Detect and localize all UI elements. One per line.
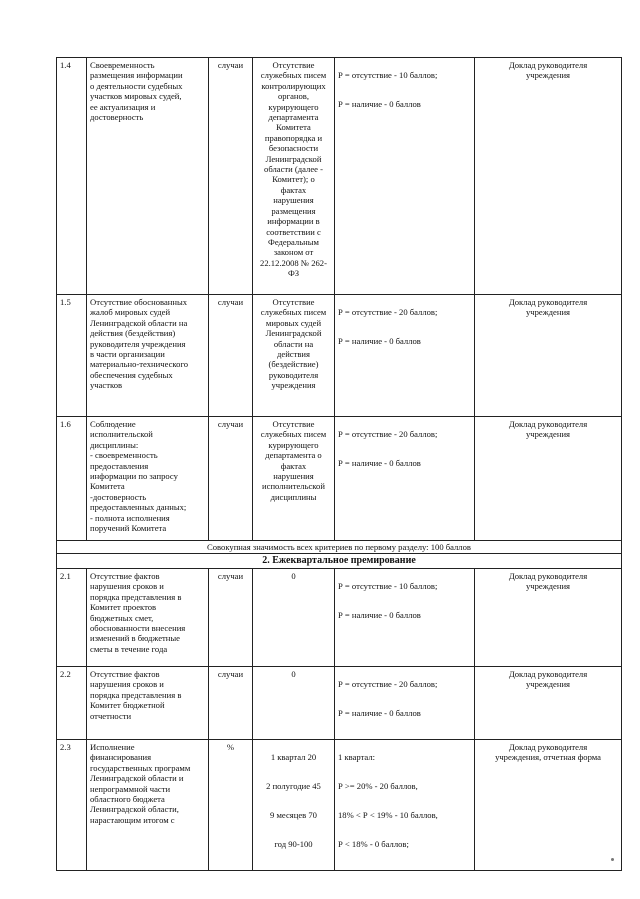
table-row: [57, 740, 622, 871]
score-line: Р = отсутствие - 10 баллов;: [338, 581, 438, 592]
score-cell: [335, 58, 475, 295]
score-cell: [335, 740, 475, 871]
score-cell: [335, 417, 475, 541]
criterion-text: Соблюдение исполнительской дисциплины: - своевременность предоставления информации по запросу Комитета -достоверность предоставленных данных; - полнота исполнения поручений Комитета: [87, 417, 209, 541]
period-line: 9 месяцев 70: [270, 810, 317, 821]
criterion-text: Отсутствие обоснованных жалоб мировых судей Ленинградской области на действия (бездействия) руководителя учреждения в части организации материально-технического обеспечения судебных участков: [87, 295, 209, 417]
table-row: [57, 569, 622, 667]
section-title: 2. Ежеквартальное премирование: [57, 554, 622, 569]
source-cell: Отсутствие служебных писем мировых судей Ленинградской области на действия (бездействие) руководителя учреждения: [253, 295, 335, 417]
row-number: 2.3: [57, 740, 87, 871]
score-line: Р = отсутствие - 20 баллов;: [338, 307, 438, 318]
unit-cell: случаи: [209, 569, 253, 667]
section-total-row: [57, 541, 622, 554]
table-row: [57, 667, 622, 740]
source-cell: 0: [253, 569, 335, 667]
period-line: 1 квартал 20: [270, 752, 317, 763]
unit-cell: случаи: [209, 667, 253, 740]
criterion-text: Исполнение финансирования государственных программ Ленинградской области и непрограммной части областного бюджета Ленинградской области, нарастающим итогом с: [87, 740, 209, 871]
criteria-table: [56, 57, 622, 871]
score-line: Р = наличие - 0 баллов: [338, 458, 421, 469]
report-form-cell: Доклад руководителя учреждения: [475, 417, 622, 541]
period-line: 2 полугодие 45: [266, 781, 321, 792]
score-line: Р = наличие - 0 баллов: [338, 99, 421, 110]
source-cell: Отсутствие служебных писем курирующего департамента о фактах нарушения исполнительской дисциплины: [253, 417, 335, 541]
section-total-text: Совокупная значимость всех критериев по первому разделу: 100 баллов: [57, 541, 622, 554]
criterion-text: Своевременность размещения информации о деятельности судебных участков мировых судей, ее актуализация и достоверность: [87, 58, 209, 295]
score-cell: [335, 295, 475, 417]
row-number: 2.2: [57, 667, 87, 740]
scan-speck: [611, 858, 614, 861]
score-line: Р = отсутствие - 10 баллов;: [338, 70, 438, 81]
source-cell: 0: [253, 667, 335, 740]
score-line: Р = наличие - 0 баллов: [338, 336, 421, 347]
source-cell: Отсутствие служебных писем контролирующих органов, курирующего департамента Комитета правопорядка и безопасности Ленинградской области (далее - Комитет); о фактах нарушения размещения информации в соответствии с Федеральным законом от 22.12.2008 № 262- ФЗ: [253, 58, 335, 295]
score-line: Р = наличие - 0 баллов: [338, 708, 421, 719]
table-row: [57, 295, 622, 417]
unit-cell: случаи: [209, 295, 253, 417]
row-number: 1.4: [57, 58, 87, 295]
table-row: [57, 417, 622, 541]
row-number: 1.5: [57, 295, 87, 417]
report-form-cell: Доклад руководителя учреждения: [475, 58, 622, 295]
score-line: Р = отсутствие - 20 баллов;: [338, 429, 438, 440]
section-header-row: [57, 554, 622, 569]
row-number: 2.1: [57, 569, 87, 667]
table-row: [57, 58, 622, 295]
source-cell: [253, 740, 335, 871]
report-form-cell: Доклад руководителя учреждения: [475, 569, 622, 667]
score-line: Р < 18% - 0 баллов;: [338, 838, 409, 849]
report-form-cell: Доклад руководителя учреждения, отчетная форма: [475, 740, 622, 871]
unit-cell: %: [209, 740, 253, 871]
criterion-text: Отсутствие фактов нарушения сроков и порядка представления в Комитет проектов бюджетных смет, обоснованности внесения изменений в бюджетные сметы в течение года: [87, 569, 209, 667]
row-number: 1.6: [57, 417, 87, 541]
score-line: Р >= 20% - 20 баллов,: [338, 781, 418, 792]
unit-cell: случаи: [209, 58, 253, 295]
report-form-cell: Доклад руководителя учреждения: [475, 295, 622, 417]
score-cell: [335, 569, 475, 667]
score-line: Р = наличие - 0 баллов: [338, 610, 421, 621]
period-line: год 90-100: [274, 838, 313, 849]
score-line: 18% < Р < 19% - 10 баллов,: [338, 810, 438, 821]
score-cell: [335, 667, 475, 740]
unit-cell: случаи: [209, 417, 253, 541]
score-line: Р = отсутствие - 20 баллов;: [338, 679, 438, 690]
criterion-text: Отсутствие фактов нарушения сроков и порядка представления в Комитет бюджетной отчетности: [87, 667, 209, 740]
score-line: 1 квартал:: [338, 752, 375, 763]
report-form-cell: Доклад руководителя учреждения: [475, 667, 622, 740]
